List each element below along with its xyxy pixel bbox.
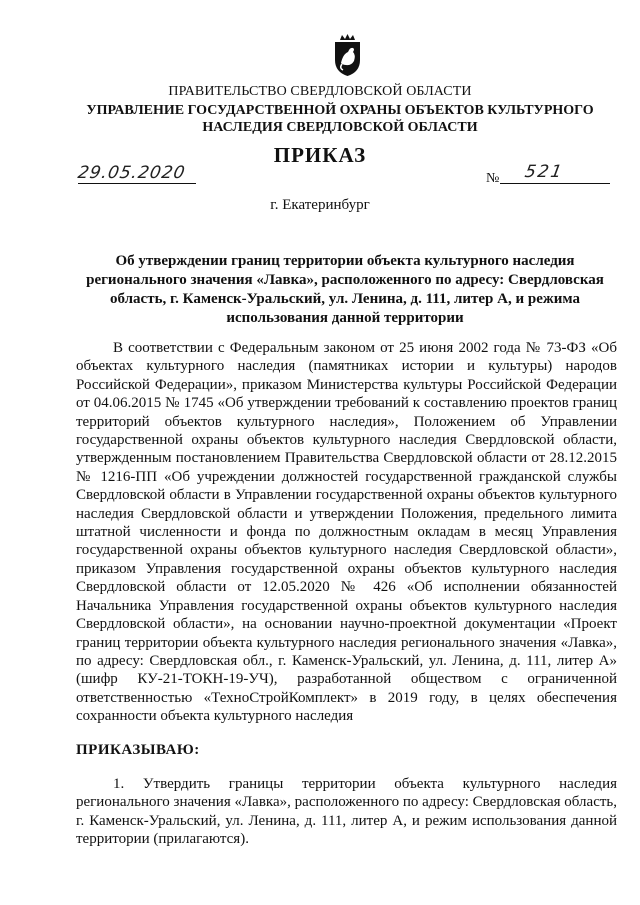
government-name: ПРАВИТЕЛЬСТВО СВЕРДЛОВСКОЙ ОБЛАСТИ: [168, 84, 472, 99]
preamble-paragraph: В соответствии с Федеральным законом от 25 июня 2002 года № 73-ФЗ «Об объектах культурного наследия (памятниках истории и культуры) народов Российской Федерации», приказом Министерства культуры Российской Федерации от 04.06.2015 № 1745 «Об утверждении требований к составлению проектов границ территорий объектов культурного наследия», Положением об Управлении государственной охраны объектов культурного наследия Свердловской области, утвержденным постановлением Правительства Свердловской области от 28.12.2015 № 1216-ПП «Об учреждении должностей государственной гражданской службы Свердловской области в Управлении государственной охраны объектов культурного наследия Свердловской области и утверждении Положения, предельного лимита штатной численности и фонда по должностным окладам в месяц Управления государственной охраны объектов культурного наследия Свердловской области», приказом Управления государственной охраны объектов культурного наследия Свердловской области от 12.05.2020 № 426 «Об исполнении обязанностей Начальника Управления государственной охраны объектов культурного наследия Свердловской области», на основании научно-проектной документации «Проект границ территории объекта культурного наследия регионального значения «Лавка», по адресу: Свердловская обл., г. Каменск-Уральский, ул. Ленина, д. 111, литер А» (шифр КУ-21-ТОКН-19-УЧ), разработанной обществом с ограниченной ответственностью «ТехноСтройКомплект» в 2019 году, в целях обеспечения сохранности объекта культурного наследия: [76, 340, 617, 725]
handwritten-number: 521: [523, 162, 566, 182]
number-underline: [500, 183, 610, 184]
handwritten-date: 29.05.2020: [76, 163, 188, 183]
order-item-1: 1. Утвердить границы территории объекта культурного наследия регионального значения «Лавка», расположенного по адресу: Свердловская область, г. Каменск-Уральский, ул. Ленина, д. 111, литер А, и режим использования данной территории (прилагаются).: [76, 776, 617, 848]
coat-of-arms-icon: [331, 33, 364, 77]
order-word: ПРИКАЗЫВАЮ:: [76, 742, 200, 758]
date-field: [78, 163, 198, 185]
number-label: №: [486, 171, 500, 186]
date-underline: [78, 183, 196, 184]
document-type: ПРИКАЗ: [273, 143, 367, 167]
document-title: Об утверждении границ территории объекта культурного наследия регионального значения «Лавка», расположенного по адресу: Свердловская область, г. Каменск-Уральский, ул. Ленина, д. 111, литер А, и режима использования данной территории: [86, 253, 604, 326]
department-name: УПРАВЛЕНИЕ ГОСУДАРСТВЕННОЙ ОХРАНЫ ОБЪЕКТОВ КУЛЬТУРНОГО НАСЛЕДИЯ СВЕРДЛОВСКОЙ ОБЛАСТИ: [86, 103, 594, 135]
city: г. Екатеринбург: [270, 197, 370, 213]
